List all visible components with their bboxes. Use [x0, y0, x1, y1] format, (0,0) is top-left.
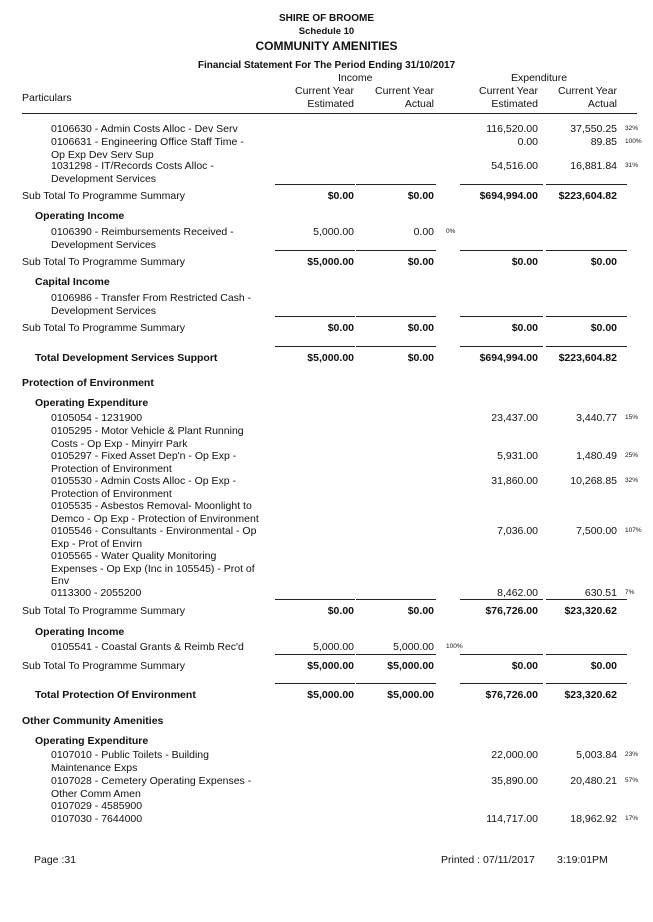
expenditure-percent: 17%	[625, 815, 639, 822]
row-label: 0105530 - Admin Costs Alloc - Op Exp -	[51, 475, 237, 487]
col-header-expenditure-actual	[558, 85, 617, 111]
amount-rule	[546, 346, 627, 347]
row-label: Total Development Services Support	[35, 352, 218, 364]
income-actual: $0.00	[407, 256, 434, 268]
row-label: Env	[51, 575, 70, 588]
income-estimated: 5,000.00	[313, 226, 354, 238]
expenditure-estimated: 35,890.00	[491, 775, 538, 787]
subtotal-row	[0, 660, 653, 672]
particulars-header: Particulars	[22, 92, 72, 104]
section-heading	[0, 715, 653, 727]
expenditure-actual: 630.51	[584, 587, 617, 599]
row-label: Development Services	[51, 172, 157, 185]
col-header-line: Current Year	[375, 85, 434, 97]
expenditure-estimated: 7,036.00	[497, 525, 538, 537]
expenditure-actual: 10,268.85	[570, 475, 617, 487]
expenditure-estimated: $694,994.00	[479, 190, 538, 202]
expenditure-actual: 20,480.21	[570, 775, 617, 787]
row-label: Development Services	[51, 238, 157, 251]
row-label: Operating Expenditure	[35, 397, 149, 409]
section-heading	[0, 626, 653, 638]
income-estimated: $5,000.00	[307, 689, 354, 701]
amount-rule	[546, 184, 627, 185]
amount-rule	[356, 346, 436, 347]
page-number: Page :31	[34, 854, 77, 866]
expenditure-percent: 7%	[625, 589, 635, 596]
income-actual: 5,000.00	[393, 641, 434, 653]
table-row	[0, 813, 653, 825]
income-estimated: $0.00	[327, 322, 354, 334]
table-row	[0, 641, 653, 653]
subtotal-row	[0, 605, 653, 617]
expenditure-estimated: $0.00	[511, 322, 538, 334]
expenditure-percent: 32%	[625, 477, 639, 484]
expenditure-actual: 16,881.84	[570, 160, 617, 172]
subtotal-row	[0, 322, 653, 334]
expenditure-actual: $223,604.82	[558, 352, 617, 364]
row-label: Op Exp Dev Serv Sup	[51, 148, 154, 161]
expenditure-estimated: $0.00	[511, 256, 538, 268]
amount-rule	[460, 250, 543, 251]
report-period: Financial Statement For The Period Ending 31/10/2017	[197, 60, 456, 71]
subtotal-row	[0, 256, 653, 268]
col-header-line: Current Year	[295, 85, 354, 97]
row-label: Protection of Environment	[22, 377, 154, 389]
expenditure-actual: $0.00	[590, 322, 617, 334]
total-row	[0, 689, 653, 701]
row-label: Development Services	[51, 304, 157, 317]
income-actual: $0.00	[407, 190, 434, 202]
expenditure-estimated: 22,000.00	[491, 749, 538, 761]
expenditure-estimated: 114,717.00	[486, 813, 538, 825]
row-label: Total Protection Of Environment	[35, 689, 196, 701]
table-row	[0, 525, 653, 550]
row-label: 0106986 - Transfer From Restricted Cash -	[51, 292, 252, 304]
expenditure-actual: 89.85	[590, 136, 617, 148]
row-label: 0105541 - Coastal Grants & Reimb Rec'd	[51, 641, 244, 653]
expenditure-estimated: $694,994.00	[479, 352, 538, 364]
col-header-line: Current Year	[479, 85, 538, 97]
amount-rule	[460, 599, 543, 600]
income-estimated: $5,000.00	[307, 660, 354, 672]
amount-rule	[546, 250, 627, 251]
row-label: Sub Total To Programme Summary	[22, 660, 186, 672]
income-estimated: $5,000.00	[307, 256, 354, 268]
row-label: Exp - Prot of Envirn	[51, 537, 143, 550]
amount-rule	[460, 654, 543, 655]
row-label: 1031298 - IT/Records Costs Alloc -	[51, 160, 214, 172]
expenditure-estimated: 31,860.00	[491, 475, 538, 487]
amount-rule	[356, 654, 436, 655]
amount-rule	[275, 346, 355, 347]
expenditure-actual: 5,003.84	[576, 749, 617, 761]
printed-time: 3:19:01PM	[557, 854, 608, 866]
expenditure-estimated: 5,931.00	[497, 450, 538, 462]
amount-rule	[546, 654, 627, 655]
expenditure-estimated: 116,520.00	[486, 123, 538, 135]
org-name: SHIRE OF BROOME	[278, 13, 374, 24]
section-heading	[0, 397, 653, 409]
income-actual: $0.00	[407, 352, 434, 364]
col-header-line: Actual	[587, 98, 617, 110]
expenditure-actual: 37,550.25	[570, 123, 617, 135]
row-label: Sub Total To Programme Summary	[22, 605, 186, 617]
row-label: Demco - Op Exp - Protection of Environment	[51, 512, 259, 525]
expenditure-percent: 100%	[625, 138, 642, 145]
row-label: Maintenance Exps	[51, 761, 138, 774]
amount-rule	[460, 184, 543, 185]
expenditure-percent: 107%	[625, 527, 642, 534]
table-row	[0, 136, 653, 161]
header-divider	[22, 113, 637, 114]
amount-rule	[275, 683, 355, 684]
row-label: Expenses - Op Exp (Inc in 105545) - Prot of	[51, 562, 255, 575]
row-label: Sub Total To Programme Summary	[22, 322, 186, 334]
row-label: Operating Income	[35, 626, 125, 638]
expenditure-estimated: 23,437.00	[491, 412, 538, 424]
row-label: 0105054 - 1231900	[51, 412, 143, 424]
row-label: Operating Income	[35, 210, 125, 222]
table-row	[0, 550, 653, 588]
table-row	[0, 160, 653, 185]
amount-rule	[275, 250, 355, 251]
expenditure-actual: 7,500.00	[576, 525, 617, 537]
section-heading	[0, 276, 653, 288]
table-row	[0, 425, 653, 450]
row-label: Other Comm Amen	[51, 787, 141, 800]
row-label: Other Community Amenities	[22, 715, 164, 727]
amount-rule	[460, 346, 543, 347]
col-header-expenditure-estimated	[479, 85, 538, 111]
total-row	[0, 352, 653, 364]
row-label: 0105295 - Motor Vehicle & Plant Running	[51, 425, 244, 437]
table-row	[0, 800, 653, 812]
section-heading	[0, 735, 653, 747]
expenditure-actual: 18,962.92	[570, 813, 617, 825]
amount-rule	[275, 599, 355, 600]
income-actual: $5,000.00	[387, 660, 434, 672]
income-actual: 0.00	[413, 226, 434, 238]
table-row	[0, 587, 653, 599]
income-actual: $5,000.00	[387, 689, 434, 701]
expenditure-percent: 31%	[625, 162, 639, 169]
row-label: Sub Total To Programme Summary	[22, 256, 186, 268]
table-row	[0, 123, 653, 135]
row-label: Costs - Op Exp - Minyirr Park	[51, 437, 188, 450]
col-header-line: Actual	[404, 98, 434, 110]
expenditure-percent: 23%	[625, 751, 639, 758]
income-estimated: 5,000.00	[313, 641, 354, 653]
income-percent: 100%	[446, 643, 463, 650]
expenditure-group-label: Expenditure	[511, 72, 568, 84]
expenditure-actual: $23,320.62	[564, 689, 617, 701]
col-header-line: Estimated	[307, 98, 354, 110]
expenditure-estimated: 54,516.00	[491, 160, 538, 172]
amount-rule	[460, 316, 543, 317]
table-row	[0, 292, 653, 317]
income-group-label: Income	[338, 72, 373, 84]
expenditure-actual: 1,480.49	[576, 450, 617, 462]
expenditure-estimated: $0.00	[511, 660, 538, 672]
income-actual: $0.00	[407, 605, 434, 617]
row-label: 0107028 - Cemetery Operating Expenses -	[51, 775, 252, 787]
row-label: Protection of Environment	[51, 487, 172, 500]
amount-rule	[546, 316, 627, 317]
row-label: 0105546 - Consultants - Environmental - Op	[51, 525, 257, 537]
expenditure-percent: 25%	[625, 452, 639, 459]
row-label: 0107030 - 7644000	[51, 813, 143, 825]
income-estimated: $5,000.00	[307, 352, 354, 364]
schedule-label: Schedule 10	[298, 26, 355, 37]
income-actual: $0.00	[407, 322, 434, 334]
expenditure-actual: $223,604.82	[558, 190, 617, 202]
col-header-line: Estimated	[491, 98, 538, 110]
income-estimated: $0.00	[327, 605, 354, 617]
expenditure-actual: $0.00	[590, 660, 617, 672]
amount-rule	[356, 599, 436, 600]
col-header-income-actual	[375, 85, 434, 111]
row-label: 0106630 - Admin Costs Alloc - Dev Serv	[51, 123, 238, 135]
expenditure-estimated: 0.00	[517, 136, 538, 148]
expenditure-actual: $23,320.62	[564, 605, 617, 617]
income-percent: 0%	[446, 228, 456, 235]
expenditure-estimated: $76,726.00	[485, 689, 538, 701]
amount-rule	[546, 599, 627, 600]
row-label: Capital Income	[35, 276, 110, 288]
expenditure-percent: 57%	[625, 777, 639, 784]
amount-rule	[356, 683, 436, 684]
expenditure-estimated: 8,462.00	[497, 587, 538, 599]
row-label: 0105297 - Fixed Asset Dep'n - Op Exp -	[51, 450, 237, 462]
amount-rule	[356, 250, 436, 251]
table-row	[0, 500, 653, 525]
row-label: Protection of Environment	[51, 462, 172, 475]
table-row	[0, 475, 653, 500]
table-row	[0, 749, 653, 774]
subtotal-row	[0, 190, 653, 202]
row-label: 0105535 - Asbestos Removal- Moonlight to	[51, 500, 252, 512]
expenditure-actual: $0.00	[590, 256, 617, 268]
table-row	[0, 412, 653, 424]
row-label: 0106631 - Engineering Office Staff Time -	[51, 136, 244, 148]
table-row	[0, 450, 653, 475]
table-row	[0, 226, 653, 251]
expenditure-percent: 32%	[625, 125, 639, 132]
expenditure-actual: 3,440.77	[576, 412, 617, 424]
amount-rule	[460, 683, 543, 684]
row-label: 0107010 - Public Toilets - Building	[51, 749, 209, 761]
amount-rule	[356, 316, 436, 317]
amount-rule	[275, 654, 355, 655]
income-estimated: $0.00	[327, 190, 354, 202]
row-label: 0105565 - Water Quality Monitoring	[51, 550, 217, 562]
col-header-income-estimated	[295, 85, 354, 111]
amount-rule	[275, 184, 355, 185]
amount-rule	[546, 683, 627, 684]
report-title: COMMUNITY AMENITIES	[255, 39, 398, 53]
row-label: 0113300 - 2055200	[51, 587, 142, 599]
row-label: 0107029 - 4585900	[51, 800, 143, 812]
printed-date: Printed : 07/11/2017	[441, 854, 535, 866]
row-label: Operating Expenditure	[35, 735, 149, 747]
row-label: Sub Total To Programme Summary	[22, 190, 186, 202]
section-heading	[0, 377, 653, 389]
row-label: 0106390 - Reimbursements Received -	[51, 226, 234, 238]
amount-rule	[275, 316, 355, 317]
expenditure-estimated: $76,726.00	[485, 605, 538, 617]
expenditure-percent: 15%	[625, 414, 639, 421]
amount-rule	[356, 184, 436, 185]
col-header-line: Current Year	[558, 85, 617, 97]
table-row	[0, 775, 653, 800]
section-heading	[0, 210, 653, 222]
